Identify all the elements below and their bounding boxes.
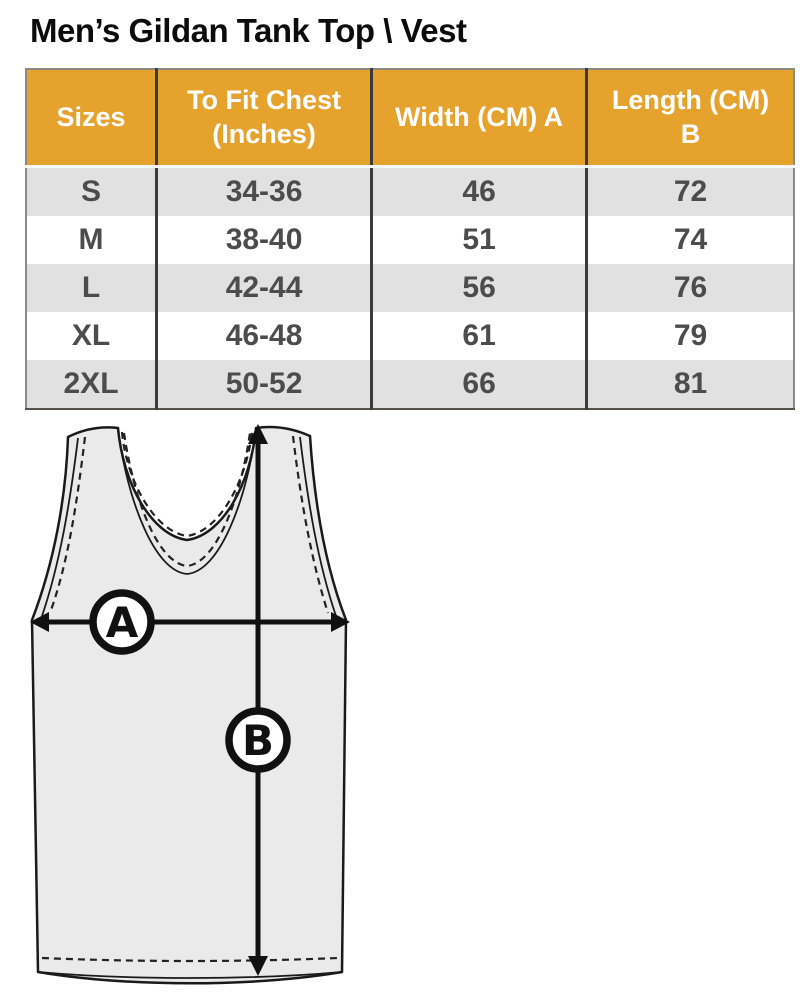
cell-length: 72 — [587, 167, 794, 217]
cell-chest: 46-48 — [157, 312, 372, 360]
header-line: B — [680, 118, 701, 149]
table-row — [26, 360, 794, 409]
cell-chest: 34-36 — [157, 167, 372, 217]
cell-chest: 50-52 — [157, 360, 372, 409]
cell-chest: 38-40 — [157, 216, 372, 264]
cell-size: S — [26, 167, 157, 217]
cell-size: L — [26, 264, 157, 312]
header-sizes — [26, 69, 157, 167]
length-label: B — [241, 716, 275, 765]
table-row — [26, 264, 794, 312]
header-chest — [157, 69, 372, 167]
table-row — [26, 167, 794, 217]
table-row — [26, 312, 794, 360]
header-width — [372, 69, 587, 167]
header-line: Sizes — [56, 101, 126, 132]
cell-length: 79 — [587, 312, 794, 360]
header-length — [587, 69, 794, 167]
page-title: Men’s Gildan Tank Top \ Vest — [30, 12, 467, 49]
header-line: Width (CM) A — [394, 101, 564, 132]
width-label: A — [105, 598, 139, 647]
tank-top-diagram — [18, 413, 362, 1000]
header-line: To Fit Chest — [187, 84, 342, 115]
cell-length: 81 — [587, 360, 794, 409]
table-row — [26, 216, 794, 264]
cell-width: 61 — [372, 312, 587, 360]
size-chart-body — [26, 167, 794, 410]
cell-length: 76 — [587, 264, 794, 312]
cell-length: 74 — [587, 216, 794, 264]
tank-top-outline — [32, 427, 346, 983]
cell-width: 51 — [372, 216, 587, 264]
size-chart-header — [26, 69, 794, 167]
cell-size: 2XL — [26, 360, 157, 409]
size-chart-table — [25, 68, 795, 410]
cell-width: 66 — [372, 360, 587, 409]
cell-width: 56 — [372, 264, 587, 312]
cell-size: M — [26, 216, 157, 264]
cell-size: XL — [26, 312, 157, 360]
header-line: (Inches) — [212, 118, 316, 149]
header-row — [26, 69, 794, 167]
header-line: Length (CM) — [611, 84, 770, 115]
cell-width: 46 — [372, 167, 587, 217]
cell-chest: 42-44 — [157, 264, 372, 312]
